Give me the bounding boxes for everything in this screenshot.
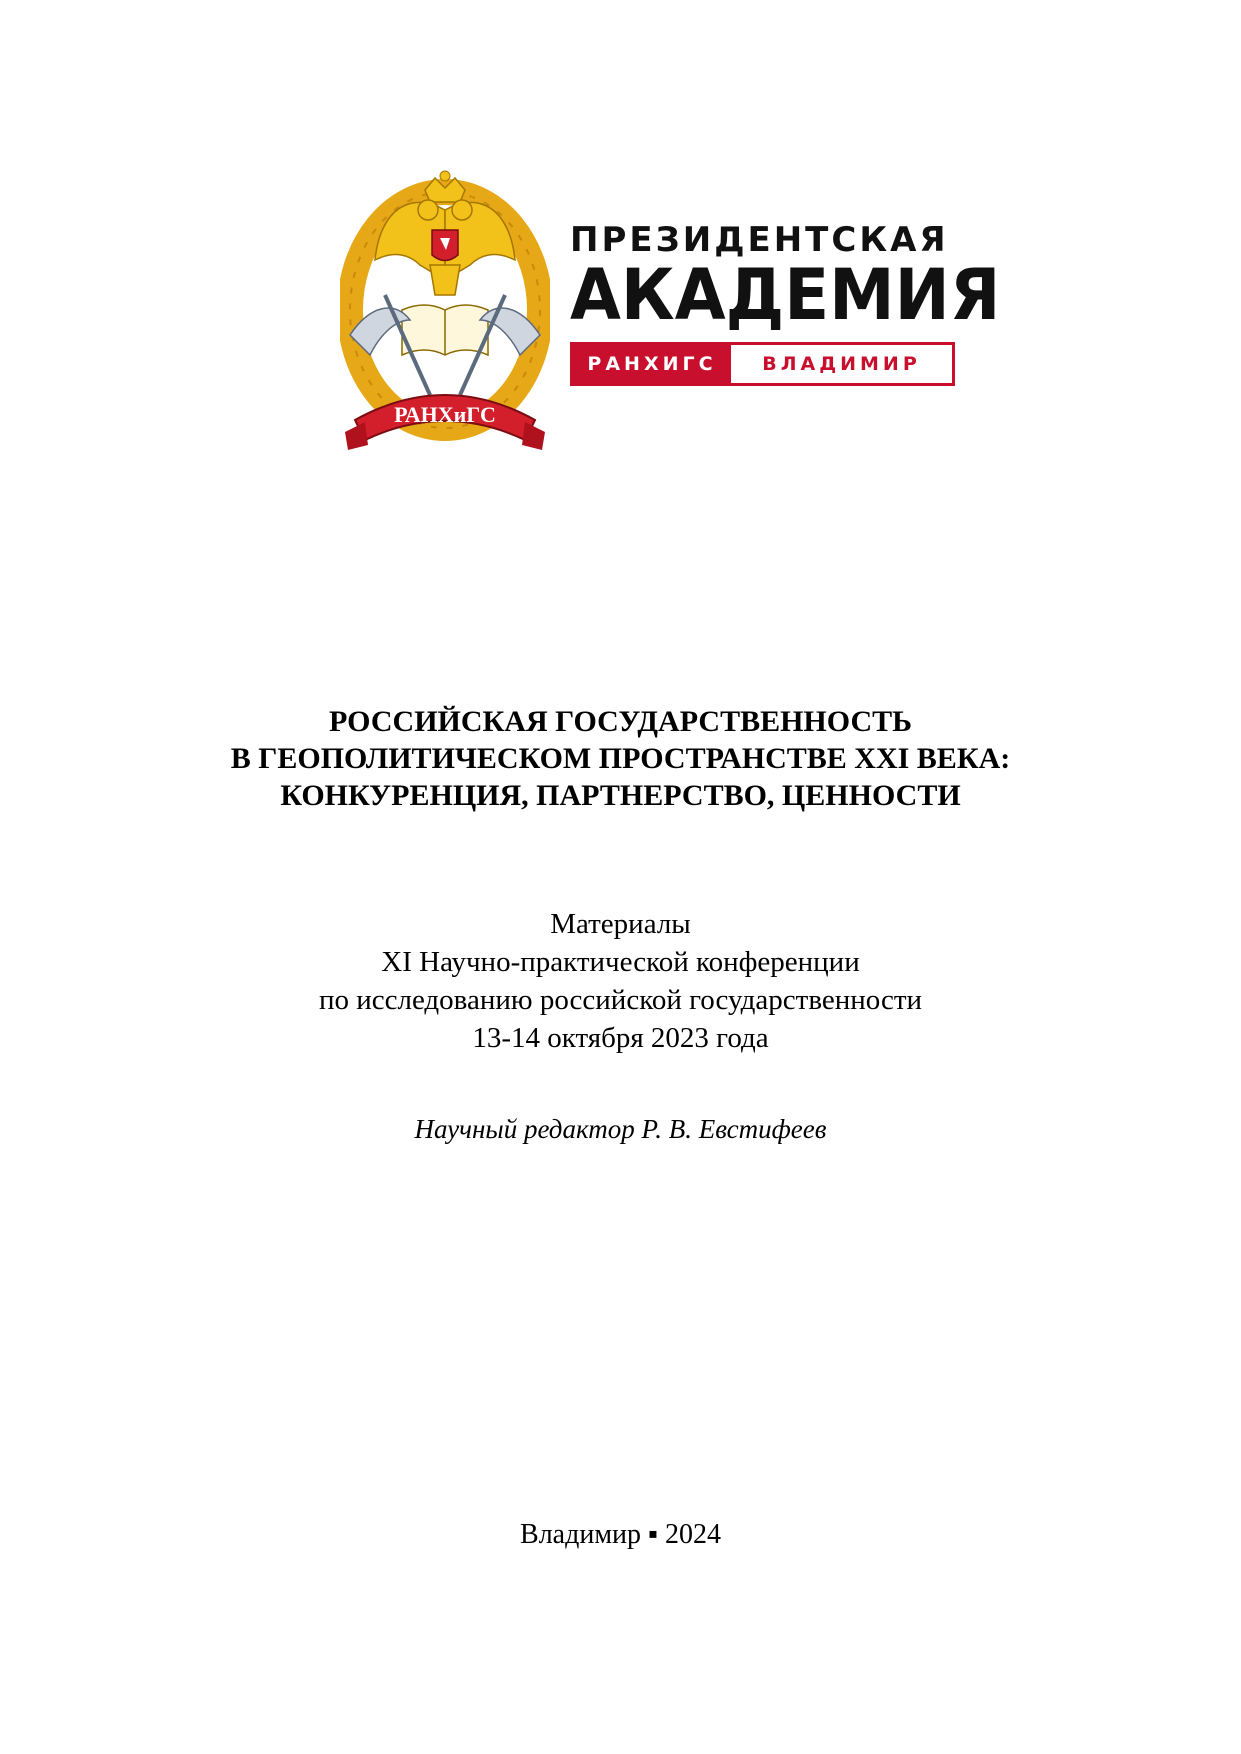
conference-description	[0, 905, 1241, 1057]
title-line: КОНКУРЕНЦИЯ, ПАРТНЕРСТВО, ЦЕННОСТИ	[280, 779, 961, 812]
title-line: В ГЕОПОЛИТИЧЕСКОМ ПРОСТРАНСТВЕ XXI ВЕКА:	[230, 742, 1011, 775]
materials-line: Материалы	[550, 908, 691, 940]
emblem-ribbon-text: РАНХиГС	[394, 402, 496, 427]
academy-wordmark	[570, 220, 1001, 386]
wordmark-line1: ПРЕЗИДЕНТСКАЯ	[570, 220, 949, 260]
wordmark-line2: АКАДЕМИЯ	[570, 254, 1001, 336]
wordmark-bar-right: ВЛАДИМИР	[731, 345, 952, 383]
header	[340, 170, 1001, 460]
document-title	[0, 703, 1241, 814]
materials-line: 13-14 октября 2023 года	[472, 1022, 769, 1054]
wordmark-bar	[570, 342, 955, 386]
wordmark-bar-left: РАНХИГС	[573, 345, 731, 383]
title-line: РОССИЙСКАЯ ГОСУДАРСТВЕННОСТЬ	[329, 705, 912, 738]
materials-line: XI Научно-практической конференции	[381, 946, 860, 978]
materials-line: по исследованию российской государственности	[318, 984, 923, 1016]
scientific-editor: Научный редактор Р. В. Евстифеев	[414, 1114, 827, 1144]
ranepa-emblem-icon	[340, 170, 550, 460]
place-and-year: Владимир ▪ 2024	[520, 1519, 721, 1550]
